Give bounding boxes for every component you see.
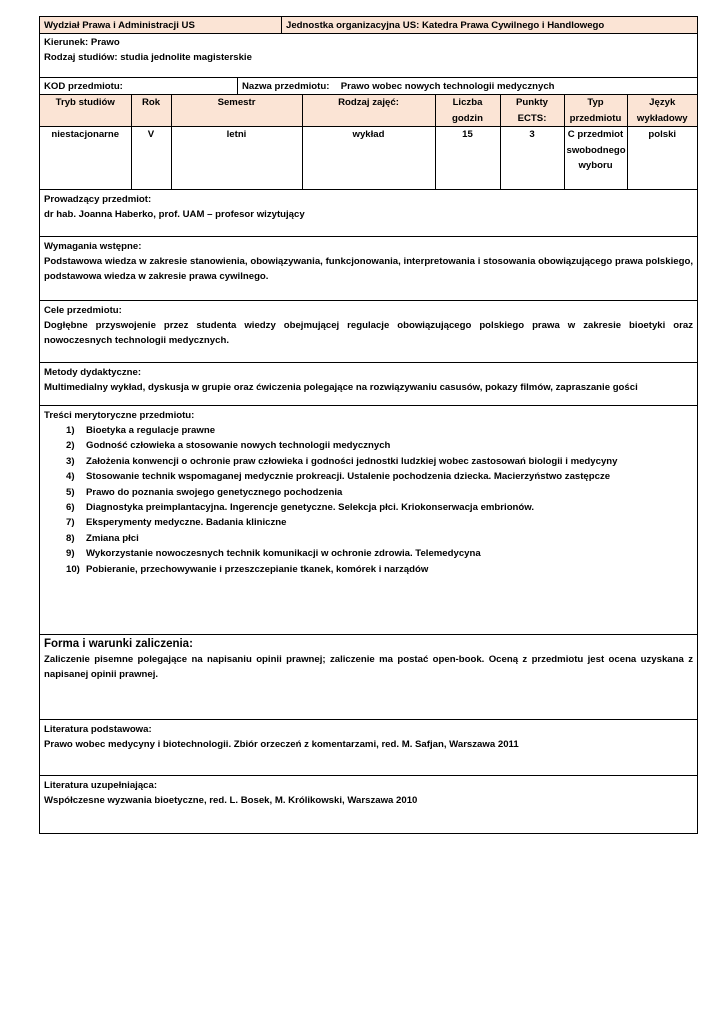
course-details-grid bbox=[40, 95, 697, 190]
list-item: 2) Godność człowieka a stosowanie nowych technologii medycznych bbox=[66, 440, 391, 452]
list-item: 8) Zmiana płci bbox=[66, 532, 139, 544]
content-topics-list bbox=[44, 423, 693, 577]
instructor-value: dr hab. Joanna Haberko, prof. UAM – profesor wizytujący bbox=[44, 209, 305, 220]
methods-section bbox=[40, 363, 697, 406]
header-ects: Punkty ECTS: bbox=[500, 95, 564, 127]
value-language: polski bbox=[648, 129, 677, 140]
content-label: Treści merytoryczne przedmiotu: bbox=[44, 410, 195, 421]
study-type: Rodzaj studiów: studia jednolite magisterskie bbox=[44, 52, 252, 63]
value-semester: letni bbox=[171, 127, 302, 190]
assessment-label: Forma i warunki zaliczenia: bbox=[44, 638, 193, 650]
list-item: 1) Bioetyka a regulacje prawne bbox=[66, 425, 216, 436]
header-class-type: Rodzaj zajęć: bbox=[302, 95, 435, 127]
header-semester: Semestr bbox=[171, 95, 302, 127]
content-section bbox=[40, 406, 697, 635]
requirements-section bbox=[40, 237, 697, 301]
literature-basic-value: Prawo wobec medycyny i biotechnologii. Zbiór orzeczeń z komentarzami, red. M. Safjan, Warszawa 2011 bbox=[44, 739, 519, 750]
literature-basic-label: Literatura podstawowa: bbox=[44, 724, 152, 735]
header-language: Język wykładowy bbox=[627, 95, 697, 127]
list-item: 9) Wykorzystanie nowoczesnych technik komunikacji w ochronie zdrowia. Telemedycyna bbox=[66, 548, 481, 560]
list-item: 4) Stosowanie technik wspomaganej medycznie prokreacji. Ustalenie pochodzenia dziecka. Macierzyństwo zastępcze bbox=[66, 471, 611, 483]
value-hours: 15 bbox=[435, 127, 500, 190]
organizational-unit: Jednostka organizacyjna US: Katedra Prawa Cywilnego i Handlowego bbox=[286, 20, 605, 31]
value-study-mode: niestacjonarne bbox=[40, 127, 131, 190]
table-row bbox=[40, 127, 697, 190]
list-item: 3) Założenia konwencji o ochronie praw człowieka i godności jednostki ludzkiej wobec zastosowań biologii i medycyny bbox=[66, 455, 618, 467]
goals-value: Dogłębne przyswojenie przez studenta wiedzy obejmującej regulacje obowiązującego polskiego prawa w zakresie bioetyki oraz nowoczesnych technologii medycznych. bbox=[44, 320, 693, 346]
header-course-type: Typ przedmiotu bbox=[564, 95, 627, 127]
instructor-label: Prowadzący przedmiot: bbox=[44, 194, 152, 205]
literature-extra-section bbox=[40, 776, 697, 833]
value-class-type: wykład bbox=[302, 127, 435, 190]
program-direction: Kierunek: Prawo bbox=[44, 37, 120, 48]
header-row bbox=[40, 17, 697, 34]
list-item: 6) Diagnostyka preimplantacyjna. Ingerencje genetyczne. Selekcja płci. Kriokonserwacja embrionów. bbox=[66, 502, 535, 514]
methods-label: Metody dydaktyczne: bbox=[44, 367, 142, 378]
assessment-section bbox=[40, 635, 697, 720]
instructor-section bbox=[40, 190, 697, 237]
list-item: 7) Eksperymenty medyczne. Badania kliniczne bbox=[66, 517, 287, 529]
value-course-type: C przedmiot swobodnego wyboru bbox=[564, 127, 627, 190]
course-name-label: Nazwa przedmiotu: bbox=[242, 81, 330, 92]
course-details-table bbox=[40, 95, 697, 189]
course-code-row bbox=[40, 78, 697, 95]
literature-basic-section bbox=[40, 720, 697, 776]
assessment-value: Zaliczenie pisemne polegające na napisaniu opinii prawnej; zaliczenie ma postać open-book. Oceną z przedmiotu jest ocena uzyskana z napisanej opinii prawnej. bbox=[44, 654, 693, 680]
list-item: 5) Prawo do poznania swojego genetycznego pochodzenia bbox=[66, 486, 343, 498]
table-header-row bbox=[40, 95, 697, 127]
course-name-value: Prawo wobec nowych technologii medycznych bbox=[340, 81, 555, 92]
requirements-value: Podstawowa wiedza w zakresie stanowienia, obowiązywania, funkcjonowania, interpretowania i stosowania obowiązującego prawa polskiego, podstawowa wiedza w zakresie prawa cywilnego. bbox=[44, 256, 693, 282]
header-year: Rok bbox=[131, 95, 171, 127]
literature-extra-value: Współczesne wyzwania bioetyczne, red. L. Bosek, M. Królikowski, Warszawa 2010 bbox=[44, 795, 418, 806]
goals-label: Cele przedmiotu: bbox=[44, 305, 122, 316]
course-name bbox=[238, 78, 559, 94]
course-syllabus-sheet bbox=[39, 16, 698, 834]
methods-value: Multimedialny wykład, dyskusja w grupie oraz ćwiczenia polegające na rozwiązywaniu casusów, pokazy filmów, zapraszanie gości bbox=[44, 382, 638, 393]
list-item: 10) Pobieranie, przechowywanie i przeszczepianie tkanek, komórek i narządów bbox=[66, 563, 429, 575]
header-hours: Liczba godzin bbox=[435, 95, 500, 127]
header-study-mode: Tryb studiów bbox=[40, 95, 131, 127]
value-ects: 3 bbox=[500, 127, 564, 190]
course-code-label: KOD przedmiotu: bbox=[40, 78, 238, 94]
value-year: V bbox=[131, 127, 171, 190]
goals-section bbox=[40, 301, 697, 363]
requirements-label: Wymagania wstępne: bbox=[44, 241, 142, 252]
program-section bbox=[40, 34, 697, 78]
literature-extra-label: Literatura uzupełniająca: bbox=[44, 780, 158, 791]
faculty-name: Wydział Prawa i Administracji US bbox=[40, 17, 282, 33]
